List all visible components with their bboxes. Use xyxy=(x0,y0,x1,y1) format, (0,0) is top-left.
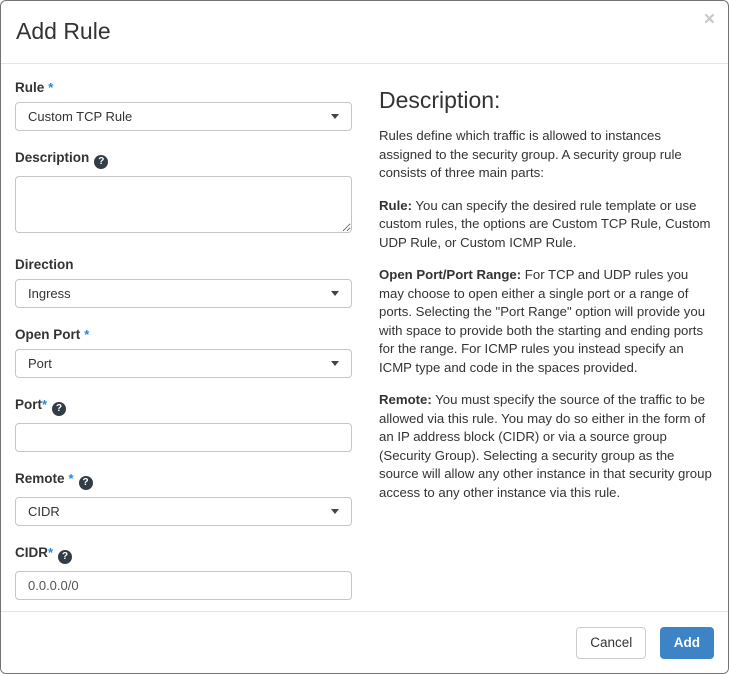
required-asterisk: * xyxy=(48,80,54,95)
help-icon: ? xyxy=(58,550,72,564)
cidr-label: CIDR* ? xyxy=(15,545,352,564)
description-panel xyxy=(379,80,714,612)
description-label: Description ? xyxy=(15,150,352,169)
description-paragraph: Rule: You can specify the desired rule template or use custom rules, the options are Custom TCP Rule, Custom UDP Rule, or Custom ICMP Rule. xyxy=(379,197,711,250)
description-paragraph: Remote: You must specify the source of the traffic to be allowed via this rule. You may do so either in the form of an IP address block (CIDR) or via a source group (Security Group). Selecting a security group as the source will allow any other instance in that security group access to any other instance via this rule. xyxy=(379,392,712,500)
open-port-select-value: Port xyxy=(28,356,52,371)
port-field-group xyxy=(15,397,352,452)
rule-label: Rule * xyxy=(15,80,54,95)
remote-field-group xyxy=(15,471,352,526)
description-paragraph: Open Port/Port Range: For TCP and UDP rules you may choose to open either a single port or a range of ports. Selecting the "Port Range" option will provide you with space to provide both the starting and ending ports for the range. For ICMP rules you instead specify an ICMP type and code in the spaces provided. xyxy=(379,267,706,375)
remote-label: Remote * ? xyxy=(15,471,352,490)
modal-footer xyxy=(1,611,728,673)
chevron-down-icon xyxy=(331,361,339,366)
open-port-label: Open Port * xyxy=(15,327,90,342)
direction-select-value: Ingress xyxy=(28,286,71,301)
direction-select[interactable] xyxy=(15,279,352,308)
description-paragraph: Rules define which traffic is allowed to instances assigned to the security group. A security group rule consists of three main parts: xyxy=(379,128,682,180)
required-asterisk: * xyxy=(84,327,90,342)
direction-field-group xyxy=(15,257,352,308)
description-panel-heading: Description: xyxy=(379,87,501,113)
help-icon: ? xyxy=(94,155,108,169)
remote-select-value: CIDR xyxy=(28,504,60,519)
cancel-button[interactable]: Cancel xyxy=(576,627,646,659)
cidr-input[interactable] xyxy=(15,571,352,600)
required-asterisk: * xyxy=(68,471,74,486)
add-button[interactable]: Add xyxy=(660,627,714,659)
open-port-select[interactable] xyxy=(15,349,352,378)
description-textarea[interactable] xyxy=(15,176,352,233)
required-asterisk: * xyxy=(42,397,48,412)
port-label: Port* ? xyxy=(15,397,352,416)
rule-select[interactable] xyxy=(15,102,352,131)
help-icon: ? xyxy=(79,476,93,490)
close-icon[interactable]: × xyxy=(703,9,715,30)
chevron-down-icon xyxy=(331,509,339,514)
direction-label: Direction xyxy=(15,257,74,272)
open-port-field-group xyxy=(15,327,352,378)
modal-title: Add Rule xyxy=(16,18,111,44)
port-input[interactable] xyxy=(15,423,352,452)
required-asterisk: * xyxy=(48,545,54,560)
remote-select[interactable] xyxy=(15,497,352,526)
chevron-down-icon xyxy=(331,114,339,119)
chevron-down-icon xyxy=(331,291,339,296)
modal-header xyxy=(1,1,728,64)
rule-form xyxy=(15,80,352,612)
description-field-group xyxy=(15,150,352,238)
modal-body xyxy=(1,64,728,612)
rule-field-group xyxy=(15,80,352,131)
rule-select-value: Custom TCP Rule xyxy=(28,109,133,124)
cidr-field-group xyxy=(15,545,352,600)
help-icon: ? xyxy=(52,402,66,416)
